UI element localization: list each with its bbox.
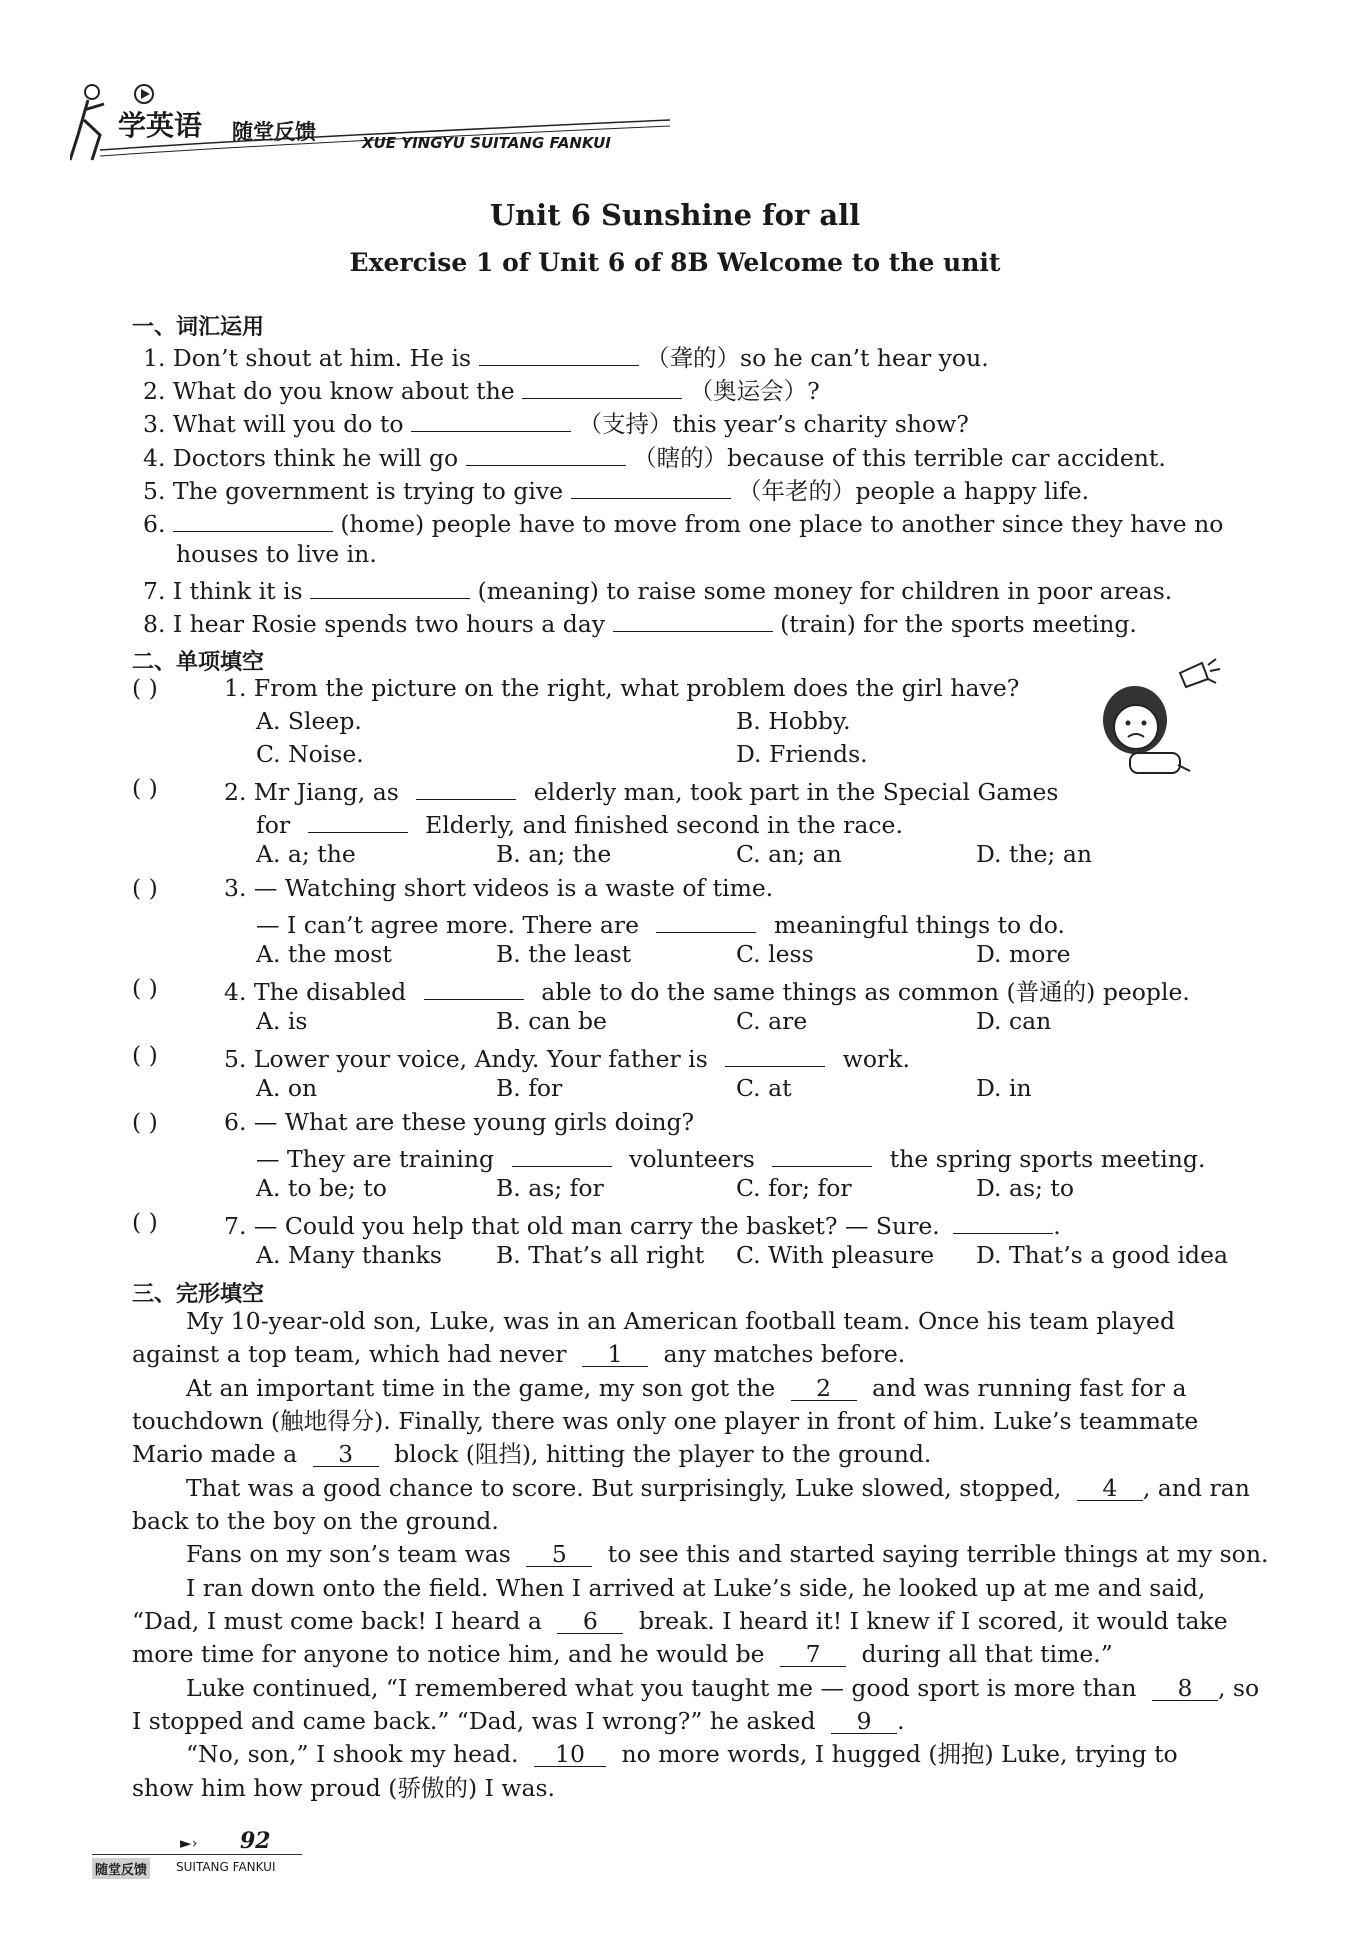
footer-brand-en: SUITANG FANKUI (176, 1860, 276, 1874)
cloze-line (186, 1674, 1260, 1702)
mcq-2-stem-part: for (256, 811, 291, 839)
mcq-6-option-b[interactable]: B. as; for (496, 1174, 604, 1202)
mcq-3-paren[interactable]: ( ) (132, 874, 158, 902)
mcq-2-option-b[interactable]: B. an; the (496, 840, 612, 868)
section1-heading: 一、词汇运用 (132, 315, 265, 340)
footer-brand-cn: 随堂反馈 (92, 1858, 150, 1879)
cloze-text: I stopped and came back.” “Dad, was I wrong?” he asked (132, 1707, 816, 1735)
mcq-2-blank-2[interactable] (308, 810, 408, 833)
cloze-text: . (897, 1707, 905, 1735)
mcq-5-stem-part: 5. Lower your voice, Andy. Your father is (224, 1045, 708, 1073)
vocab-item-5 (143, 476, 1089, 504)
mcq-5-option-a[interactable]: A. on (256, 1074, 318, 1102)
vocab-5-blank[interactable] (571, 476, 731, 499)
cloze-line: show him how proud (骄傲的) I was. (132, 1774, 555, 1802)
mcq-2-option-c[interactable]: C. an; an (736, 840, 842, 868)
mcq-2-stem-part: Elderly, and finished second in the race. (425, 811, 903, 839)
mcq-3-option-b[interactable]: B. the least (496, 940, 632, 968)
cloze-blank-2[interactable]: 2 (791, 1378, 857, 1401)
cloze-line: My 10-year-old son, Luke, was in an American football team. Once his team played (186, 1307, 1175, 1335)
mcq-2-stem-line1 (224, 777, 1059, 805)
mcq-4-option-b[interactable]: B. can be (496, 1007, 607, 1035)
cloze-text: At an important time in the game, my son got the (186, 1374, 776, 1402)
mcq-7-option-c[interactable]: C. With pleasure (736, 1241, 935, 1269)
cloze-line (186, 1740, 1178, 1768)
cloze-blank-10[interactable]: 10 (534, 1744, 606, 1767)
vocab-item-4 (143, 443, 1166, 471)
vocab-1-stem: 1. Don’t shout at him. He is (143, 344, 472, 372)
cloze-text: Luke continued, “I remembered what you taught me — good sport is more than (186, 1674, 1137, 1702)
cloze-line (132, 1440, 932, 1468)
vocab-1-hint: （聋的）so he can’t hear you. (646, 344, 989, 372)
page-subtitle: Exercise 1 of Unit 6 of 8B Welcome to the unit (349, 248, 1001, 277)
section3-heading: 三、完形填空 (132, 1282, 265, 1307)
mcq-1-stem: 1. From the picture on the right, what problem does the girl have? (224, 674, 1020, 702)
cloze-blank-4[interactable]: 4 (1077, 1478, 1143, 1501)
cloze-line (186, 1474, 1250, 1502)
footer-arrow-icon: ►› (180, 1834, 198, 1852)
cloze-text: block (阻挡), hitting the player to the ground. (394, 1440, 932, 1468)
mcq-7-blank[interactable] (953, 1211, 1053, 1234)
header-brand-cn2: 随堂反馈 (232, 120, 316, 144)
mcq-2-stem-line2 (256, 810, 903, 838)
vocab-7-hint: (meaning) to raise some money for children in poor areas. (477, 577, 1173, 605)
mcq-5-stem-part: work. (842, 1045, 910, 1073)
mcq-1-option-a[interactable]: A. Sleep. (256, 707, 362, 735)
page-header-banner (70, 80, 670, 170)
mcq-6-paren[interactable]: ( ) (132, 1108, 158, 1136)
cloze-blank-6[interactable]: 6 (557, 1611, 623, 1634)
mcq-2-blank-1[interactable] (416, 777, 516, 800)
vocab-5-stem: 5. The government is trying to give (143, 477, 564, 505)
vocab-3-stem: 3. What will you do to (143, 410, 404, 438)
mcq-3-option-a[interactable]: A. the most (256, 940, 392, 968)
mcq-2-stem-part: 2. Mr Jiang, as (224, 778, 399, 806)
mcq-6-stem-line1: 6. — What are these young girls doing? (224, 1108, 695, 1136)
mcq-5-option-b[interactable]: B. for (496, 1074, 563, 1102)
mcq-2-option-d[interactable]: D. the; an (976, 840, 1092, 868)
vocab-item-3 (143, 409, 969, 437)
cloze-text: to see this and started saying terrible things at my son. (607, 1540, 1269, 1568)
mcq-7-option-b[interactable]: B. That’s all right (496, 1241, 705, 1269)
mcq-3-blank[interactable] (656, 910, 756, 933)
cloze-text: no more words, I hugged (拥抱) Luke, trying to (621, 1740, 1178, 1768)
mcq-6-stem-line2 (256, 1144, 1205, 1172)
mcq-4-option-d[interactable]: D. can (976, 1007, 1052, 1035)
vocab-5-hint: （年老的）people a happy life. (738, 477, 1090, 505)
vocab-8-blank[interactable] (613, 609, 773, 632)
cloze-blank-1[interactable]: 1 (582, 1344, 648, 1367)
vocab-2-blank[interactable] (522, 376, 682, 399)
cloze-text: any matches before. (663, 1340, 906, 1368)
cloze-line: I ran down onto the field. When I arrived at Luke’s side, he looked up at me and said, (186, 1574, 1206, 1602)
cloze-line (132, 1640, 1113, 1668)
vocab-2-stem: 2. What do you know about the (143, 377, 515, 405)
mcq-5-stem (224, 1044, 910, 1072)
mcq-6-stem-part: the spring sports meeting. (889, 1145, 1206, 1173)
mcq-4-blank[interactable] (424, 977, 524, 1000)
cloze-line: back to the boy on the ground. (132, 1507, 499, 1535)
vocab-item-7 (143, 576, 1172, 604)
cloze-text: That was a good chance to score. But surprisingly, Luke slowed, stopped, (186, 1474, 1062, 1502)
cloze-line (132, 1607, 1228, 1635)
mcq-6-blank-1[interactable] (512, 1144, 612, 1167)
mcq-3-option-c[interactable]: C. less (736, 940, 814, 968)
vocab-4-blank[interactable] (466, 443, 626, 466)
cloze-blank-5[interactable]: 5 (526, 1544, 592, 1567)
cloze-blank-7[interactable]: 7 (780, 1644, 846, 1667)
vocab-item-6 (143, 509, 1223, 537)
page-title: Unit 6 Sunshine for all (489, 198, 861, 232)
vocab-4-stem: 4. Doctors think he will go (143, 444, 459, 472)
header-brand-en: XUE YINGYU SUITANG FANKUI (362, 134, 611, 152)
mcq-1-option-d[interactable]: D. Friends. (736, 740, 868, 768)
vocab-1-blank[interactable] (479, 343, 639, 366)
vocab-6-hint: (home) people have to move from one place to another since they have no (340, 510, 1224, 538)
cloze-text: Fans on my son’s team was (186, 1540, 511, 1568)
mcq-5-option-c[interactable]: C. at (736, 1074, 792, 1102)
cloze-text: break. I heard it! I knew if I scored, it would take (638, 1607, 1228, 1635)
vocab-6-continued: houses to live in. (176, 540, 377, 568)
mcq-2-paren[interactable]: ( ) (132, 774, 158, 802)
cloze-text: “Dad, I must come back! I heard a (132, 1607, 542, 1635)
cloze-text: and was running fast for a (872, 1374, 1187, 1402)
cloze-text: Mario made a (132, 1440, 298, 1468)
vocab-8-hint: (train) for the sports meeting. (780, 610, 1137, 638)
mcq-5-blank[interactable] (725, 1044, 825, 1067)
mcq-5-paren[interactable]: ( ) (132, 1041, 158, 1069)
vocab-item-2 (143, 376, 820, 404)
cloze-text: “No, son,” I shook my head. (186, 1740, 519, 1768)
mcq-7-stem-part: . (1053, 1212, 1061, 1240)
mcq-4-stem-part: 4. The disabled (224, 978, 407, 1006)
cloze-blank-8[interactable]: 8 (1152, 1678, 1218, 1701)
cloze-line (132, 1707, 905, 1735)
mcq-6-option-a[interactable]: A. to be; to (256, 1174, 387, 1202)
mcq-3-stem-line1: 3. — Watching short videos is a waste of time. (224, 874, 774, 902)
mcq-3-option-d[interactable]: D. more (976, 940, 1071, 968)
mcq-6-option-c[interactable]: C. for; for (736, 1174, 852, 1202)
vocab-3-hint: （支持）this year’s charity show? (578, 410, 969, 438)
cloze-line (132, 1340, 906, 1368)
mcq-6-blank-2[interactable] (772, 1144, 872, 1167)
vocab-7-stem: 7. I think it is (143, 577, 303, 605)
mcq-7-option-a[interactable]: A. Many thanks (256, 1241, 442, 1269)
footer-rule (92, 1854, 302, 1855)
mcq-1-paren[interactable]: ( ) (132, 674, 158, 702)
cloze-text: during all that time.” (861, 1640, 1113, 1668)
mcq-7-option-d[interactable]: D. That’s a good idea (976, 1241, 1229, 1269)
girl-covering-ears-icon (1090, 655, 1230, 785)
mcq-3-stem-part: meaningful things to do. (773, 911, 1065, 939)
cloze-line (186, 1540, 1269, 1568)
mcq-7-stem (224, 1211, 1061, 1239)
mcq-6-option-d[interactable]: D. as; to (976, 1174, 1074, 1202)
mcq-7-stem-part: 7. — Could you help that old man carry the basket? — Sure. (224, 1212, 940, 1240)
mcq-7-paren[interactable]: ( ) (132, 1208, 158, 1236)
cloze-blank-3[interactable]: 3 (313, 1444, 379, 1467)
cloze-line: touchdown (触地得分). Finally, there was only one player in front of him. Luke’s teammate (132, 1407, 1199, 1435)
mcq-4-stem (224, 977, 1190, 1005)
cloze-text: , so (1217, 1674, 1260, 1702)
section2-heading: 二、单项填空 (132, 650, 265, 675)
cloze-text: more time for anyone to notice him, and he would be (132, 1640, 765, 1668)
page-number: 92 (240, 1828, 271, 1854)
vocab-2-hint: （奥运会）? (689, 377, 820, 405)
vocab-item-1 (143, 343, 989, 371)
mcq-2-stem-part: elderly man, took part in the Special Games (533, 778, 1059, 806)
cloze-text: , and ran (1142, 1474, 1250, 1502)
vocab-item-8 (143, 609, 1137, 637)
vocab-6-blank[interactable] (173, 509, 333, 532)
mcq-3-stem-line2 (256, 910, 1065, 938)
mcq-1-option-c[interactable]: C. Noise. (256, 740, 364, 768)
cloze-blank-9[interactable]: 9 (831, 1711, 897, 1734)
mcq-3-stem-part: — I can’t agree more. There are (256, 911, 639, 939)
mcq-4-stem-part: able to do the same things as common (普通的) people. (541, 978, 1190, 1006)
cloze-line (186, 1374, 1187, 1402)
mcq-4-paren[interactable]: ( ) (132, 974, 158, 1002)
mcq-4-option-a[interactable]: A. is (256, 1007, 308, 1035)
vocab-4-hint: （瞎的）because of this terrible car accident. (633, 444, 1166, 472)
cloze-text: against a top team, which had never (132, 1340, 567, 1368)
header-brand-cn: 学英语 (118, 109, 203, 142)
mcq-4-option-c[interactable]: C. are (736, 1007, 808, 1035)
mcq-6-stem-part: volunteers (629, 1145, 755, 1173)
mcq-6-stem-part: — They are training (256, 1145, 495, 1173)
vocab-3-blank[interactable] (411, 409, 571, 432)
vocab-8-stem: 8. I hear Rosie spends two hours a day (143, 610, 606, 638)
vocab-6-stem: 6. (143, 510, 166, 538)
mcq-5-option-d[interactable]: D. in (976, 1074, 1032, 1102)
mcq-2-option-a[interactable]: A. a; the (256, 840, 356, 868)
mcq-1-option-b[interactable]: B. Hobby. (736, 707, 851, 735)
vocab-7-blank[interactable] (310, 576, 470, 599)
